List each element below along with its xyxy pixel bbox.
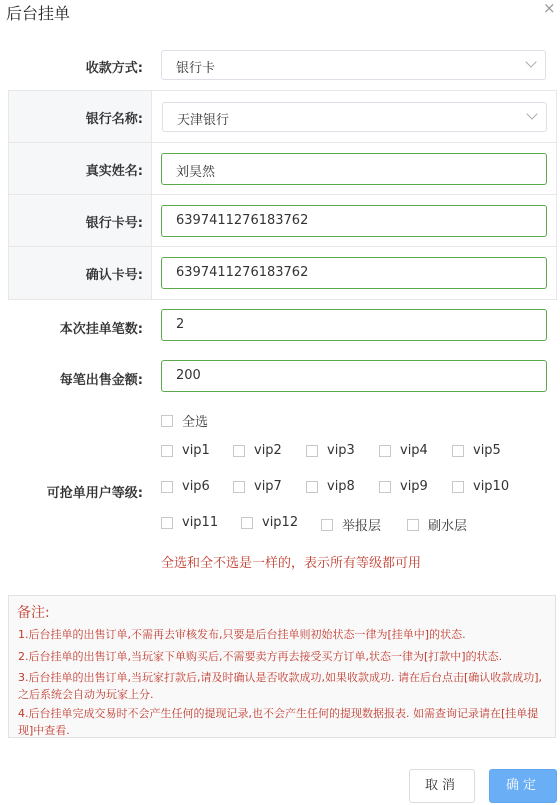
order-count-label: 本次挂单笔数: [59, 322, 143, 337]
checkbox-icon [233, 481, 245, 493]
dialog-title: 后台挂单 [6, 4, 71, 23]
bank-name-row [9, 91, 556, 143]
chevron-down-icon [526, 108, 537, 119]
checkbox-icon [452, 481, 464, 493]
note-item: 2.后台挂单的出售订单,当玩家下单购买后,不需要卖方再去接受买方订单,状态一律为[打款中]的状态. [18, 650, 503, 663]
notes-panel [8, 595, 556, 738]
real-name-input[interactable] [161, 153, 547, 185]
bank-info-section [8, 90, 557, 300]
level-checkbox-vip10[interactable]: vip10 [452, 479, 509, 494]
select-all-checkbox[interactable]: 全选 [161, 411, 208, 430]
level-checkbox-vip11[interactable]: vip11 [161, 515, 218, 530]
note-item: 1.后台挂单的出售订单,不需再去审核发布,只要是后台挂单则初始状态一律为[挂单中]的状态. [18, 628, 466, 641]
level-checkbox-vip7[interactable]: vip7 [233, 479, 282, 494]
checkbox-icon [452, 445, 464, 457]
level-checkbox-vip12[interactable]: vip12 [241, 515, 298, 530]
payment-method-label: 收款方式: [85, 61, 143, 76]
cancel-button[interactable]: 取消 [409, 769, 475, 803]
level-checkbox-vip6[interactable]: vip6 [161, 479, 210, 494]
checkbox-icon [321, 519, 333, 531]
real-name-value: 刘昊然 [176, 165, 216, 180]
payment-method-select[interactable] [161, 50, 546, 80]
note-item: 3.后台挂单的出售订单,当玩家打款后,请及时确认是否收款成功,如果收款成功. 请在后台点击[确认收款成功],之后系统会自动为玩家上分. [18, 671, 543, 701]
level-hint-text: 全选和全不选是一样的，表示所有等级都可用 [161, 556, 422, 571]
confirm-button[interactable]: 确定 [489, 769, 557, 803]
checkbox-icon [306, 481, 318, 493]
confirm-card-row [9, 247, 556, 299]
real-name-label: 真实姓名: [85, 164, 143, 179]
order-count-row [0, 305, 560, 345]
confirm-card-input[interactable] [161, 257, 547, 289]
checkbox-icon [379, 445, 391, 457]
confirm-card-value: 6397411276183762 [176, 265, 309, 280]
level-checkbox-vip8[interactable]: vip8 [306, 479, 355, 494]
checkbox-icon [233, 445, 245, 457]
card-number-input[interactable] [161, 205, 547, 237]
checkbox-icon [161, 415, 173, 427]
card-number-row [9, 195, 556, 247]
payment-method-value: 银行卡 [176, 61, 216, 76]
order-count-value: 2 [176, 317, 185, 332]
level-checkbox-vip3[interactable]: vip3 [306, 443, 355, 458]
checkbox-icon [161, 517, 173, 529]
amount-each-row [0, 356, 560, 396]
bank-name-value: 天津银行 [177, 113, 230, 128]
bank-name-label: 银行名称: [85, 112, 143, 127]
checkbox-icon [306, 445, 318, 457]
payment-method-row [0, 45, 560, 85]
level-checkbox-report[interactable]: 举报层 [321, 515, 381, 534]
order-count-input[interactable] [161, 309, 547, 341]
card-number-value: 6397411276183762 [176, 213, 309, 228]
checkbox-icon [379, 481, 391, 493]
checkbox-icon [241, 517, 253, 529]
level-checkbox-vip2[interactable]: vip2 [233, 443, 282, 458]
level-checkbox-vip1[interactable]: vip1 [161, 443, 210, 458]
checkbox-icon [161, 481, 173, 493]
bank-name-select[interactable] [162, 102, 547, 132]
level-checkbox-vip4[interactable]: vip4 [379, 443, 428, 458]
checkbox-icon [407, 519, 419, 531]
level-checkbox-brush[interactable]: 刷水层 [407, 515, 467, 534]
chevron-down-icon [525, 56, 536, 67]
amount-each-label: 每笔出售金额: [59, 373, 143, 388]
amount-each-input[interactable] [161, 360, 547, 392]
checkbox-icon [161, 445, 173, 457]
close-icon[interactable]: × [543, 0, 556, 17]
level-checkbox-vip5[interactable]: vip5 [452, 443, 501, 458]
amount-each-value: 200 [176, 368, 201, 383]
confirm-card-label: 确认卡号: [85, 268, 143, 283]
notes-title: 备注: [17, 605, 50, 621]
user-level-label: 可抢单用户等级: [46, 486, 143, 501]
note-item: 4.后台挂单完成交易时不会产生任何的提现记录,也不会产生任何的提现数据报表. 如需查询记录请在[挂单提现]中查看. [18, 707, 539, 737]
card-number-label: 银行卡号: [85, 216, 143, 231]
level-checkbox-vip9[interactable]: vip9 [379, 479, 428, 494]
real-name-row [9, 143, 556, 195]
